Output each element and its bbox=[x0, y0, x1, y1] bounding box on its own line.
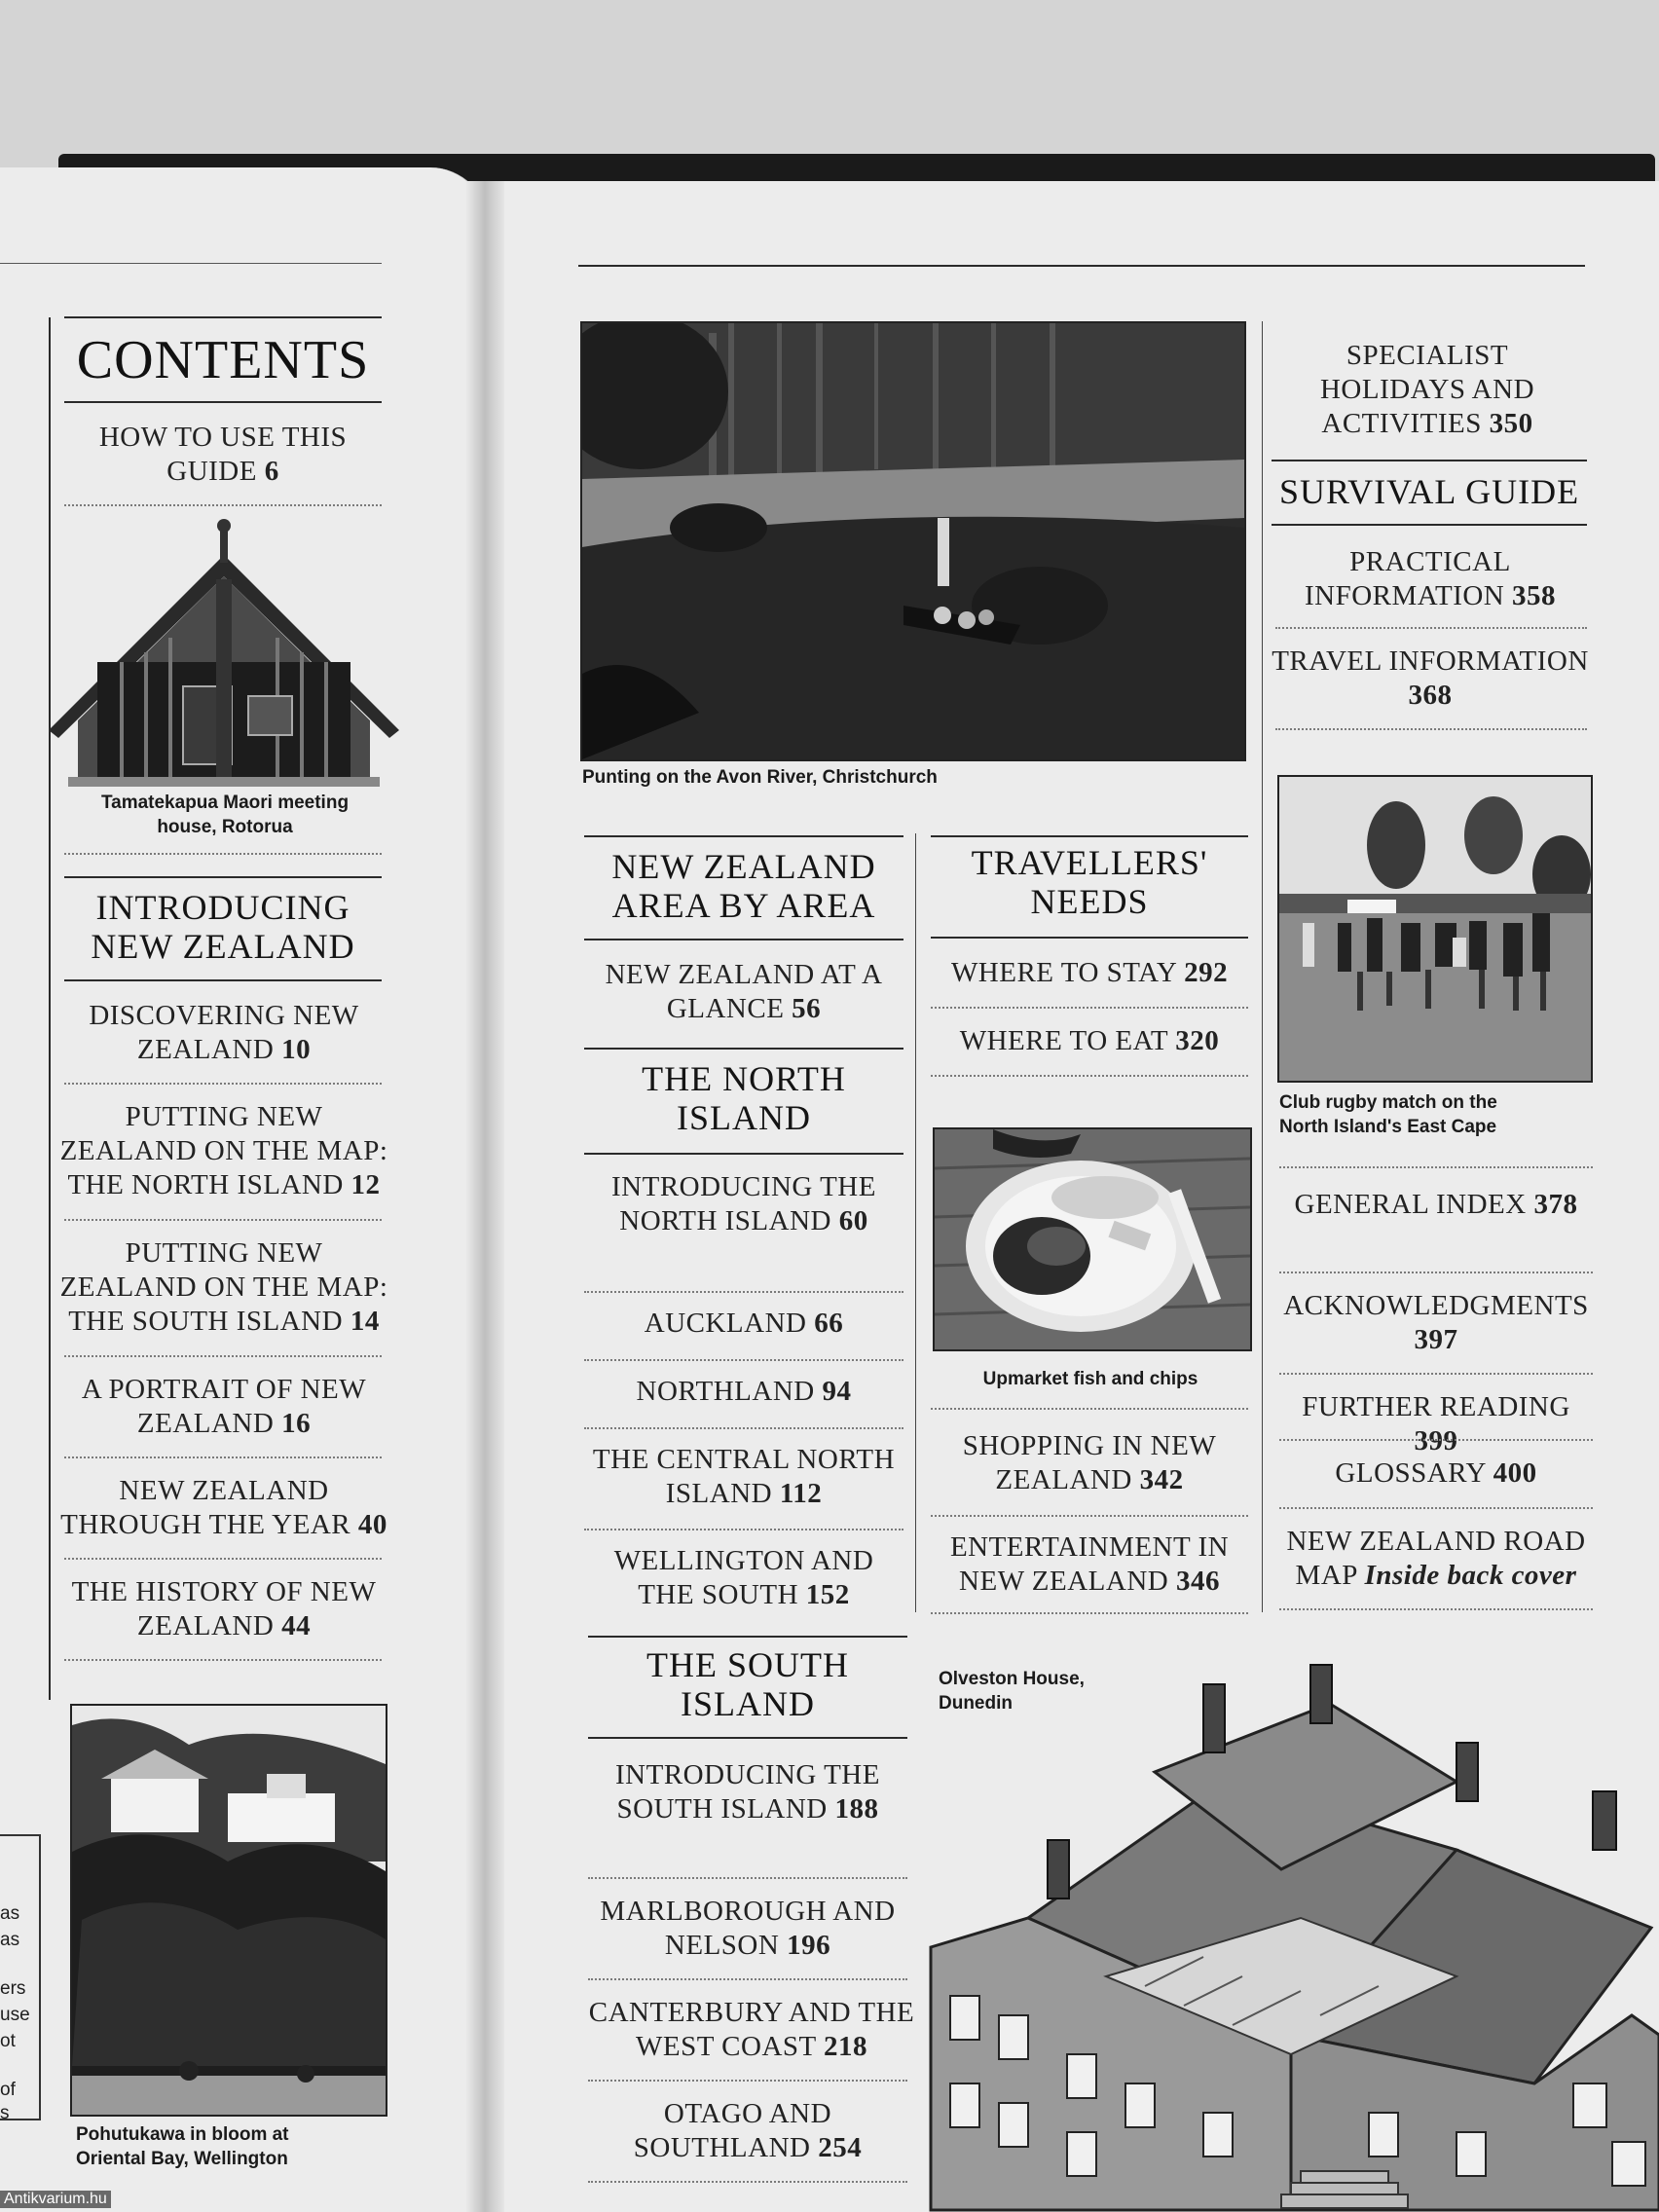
divider bbox=[64, 1558, 382, 1560]
divider bbox=[584, 1427, 903, 1429]
caption-pohutukawa: Pohutukawa in bloom at Oriental Bay, Wellington bbox=[76, 2124, 289, 2169]
divider bbox=[1279, 1507, 1593, 1509]
divider bbox=[64, 1083, 382, 1085]
toc-entry-acknowledgments[interactable]: ACKNOWLEDGMENTS 397 bbox=[1283, 1290, 1589, 1355]
section-north-island[interactable]: THE NORTH ISLAND bbox=[642, 1059, 846, 1137]
divider bbox=[1275, 627, 1587, 629]
toc-entry-road-map[interactable]: NEW ZEALAND ROAD MAP Inside back cover bbox=[1286, 1526, 1586, 1591]
toc-entry-otago-southland[interactable]: OTAGO AND SOUTHLAND 254 bbox=[633, 2098, 863, 2163]
section-rule bbox=[931, 937, 1248, 939]
toc-entry-map-north-island[interactable]: PUTTING NEW ZEALAND ON THE MAP: THE NORTH ISLAND 12 bbox=[59, 1101, 388, 1200]
section-rule bbox=[1272, 524, 1587, 526]
toc-entry-travel-information[interactable]: TRAVEL INFORMATION 368 bbox=[1272, 645, 1589, 711]
section-travellers-needs[interactable]: TRAVELLERS' NEEDS bbox=[971, 843, 1208, 921]
caption-avon-river: Punting on the Avon River, Christchurch bbox=[582, 767, 938, 788]
divider bbox=[931, 1408, 1248, 1410]
toc-entry-shopping[interactable]: SHOPPING IN NEW ZEALAND 342 bbox=[962, 1430, 1217, 1495]
divider bbox=[584, 1359, 903, 1361]
photo-pohutukawa-oriental-bay bbox=[70, 1704, 387, 2117]
contents-top-rule bbox=[64, 316, 382, 318]
section-rule bbox=[584, 1153, 903, 1155]
toc-entry-northland[interactable]: NORTHLAND 94 bbox=[636, 1376, 852, 1407]
toc-entry-glossary[interactable]: GLOSSARY 400 bbox=[1335, 1457, 1537, 1489]
divider bbox=[64, 853, 382, 855]
section-rule bbox=[588, 1737, 907, 1739]
section-rule bbox=[584, 835, 903, 837]
toc-entry-how-to-use[interactable]: HOW TO USE THIS GUIDE 6 bbox=[98, 422, 348, 487]
toc-entry-auckland[interactable]: AUCKLAND 66 bbox=[644, 1308, 844, 1339]
caption-olveston-house: Olveston House, Dunedin bbox=[939, 1669, 1085, 1714]
toc-entry-wellington[interactable]: WELLINGTON AND THE SOUTH 152 bbox=[613, 1545, 874, 1610]
divider bbox=[64, 1456, 382, 1458]
toc-entry-introducing-north-island[interactable]: INTRODUCING THE NORTH ISLAND 60 bbox=[611, 1171, 876, 1236]
divider bbox=[931, 1075, 1248, 1077]
divider bbox=[588, 1978, 907, 1980]
photo-avon-river-punting bbox=[580, 321, 1246, 761]
divider bbox=[584, 1529, 903, 1530]
divider bbox=[64, 1219, 382, 1221]
divider bbox=[64, 1659, 382, 1661]
toc-entry-where-to-eat[interactable]: WHERE TO EAT 320 bbox=[959, 1025, 1220, 1056]
divider bbox=[931, 1007, 1248, 1009]
divider bbox=[1279, 1272, 1593, 1273]
left-page-top-rule bbox=[0, 263, 382, 264]
left-edge-fragment: of bbox=[0, 2080, 16, 2100]
section-rule bbox=[931, 835, 1248, 837]
section-rule bbox=[584, 1048, 903, 1050]
section-south-island[interactable]: THE SOUTH ISLAND bbox=[646, 1645, 849, 1723]
caption-fish-and-chips: Upmarket fish and chips bbox=[982, 1369, 1198, 1389]
caption-rugby: Club rugby match on the North Island's East Cape bbox=[1279, 1092, 1497, 1137]
toc-entry-marlborough-nelson[interactable]: MARLBOROUGH AND NELSON 196 bbox=[600, 1896, 896, 1961]
maori-meeting-house-illustration bbox=[29, 516, 419, 789]
divider bbox=[588, 1877, 907, 1879]
photo-club-rugby bbox=[1277, 775, 1593, 1083]
divider bbox=[931, 1612, 1248, 1614]
toc-entry-where-to-stay[interactable]: WHERE TO STAY 292 bbox=[950, 957, 1229, 988]
section-rule bbox=[1272, 460, 1587, 461]
column-rule bbox=[1262, 321, 1263, 1612]
section-rule bbox=[64, 979, 382, 981]
left-edge-fragment: ot bbox=[0, 2031, 16, 2051]
olveston-house-illustration bbox=[911, 1626, 1659, 2212]
toc-entry-specialist-holidays[interactable]: SPECIALIST HOLIDAYS AND ACTIVITIES 350 bbox=[1319, 340, 1535, 439]
section-survival-guide[interactable]: SURVIVAL GUIDE bbox=[1278, 472, 1580, 511]
section-area-by-area[interactable]: NEW ZEALAND AREA BY AREA bbox=[611, 847, 876, 925]
toc-entry-introducing-south-island[interactable]: INTRODUCING THE SOUTH ISLAND 188 bbox=[615, 1759, 880, 1825]
contents-bottom-rule bbox=[64, 401, 382, 403]
left-edge-box bbox=[0, 1834, 41, 2120]
divider bbox=[64, 1355, 382, 1357]
right-page-top-rule bbox=[578, 265, 1585, 267]
contents-title: CONTENTS bbox=[76, 330, 370, 390]
left-edge-fragment: use bbox=[0, 2005, 30, 2025]
left-edge-fragment: as bbox=[0, 1903, 20, 1924]
toc-entry-further-reading[interactable]: FURTHER READING 399 bbox=[1302, 1391, 1570, 1456]
section-rule bbox=[64, 876, 382, 878]
divider bbox=[1279, 1166, 1593, 1168]
divider bbox=[584, 1291, 903, 1293]
left-edge-fragment: as bbox=[0, 1930, 20, 1950]
toc-entry-canterbury-west-coast[interactable]: CANTERBURY AND THE WEST COAST 218 bbox=[588, 1997, 915, 2062]
section-rule bbox=[588, 1636, 907, 1638]
divider bbox=[588, 2080, 907, 2082]
section-introducing-new-zealand[interactable]: INTRODUCING NEW ZEALAND bbox=[91, 888, 355, 966]
left-edge-fragment: s bbox=[0, 2103, 10, 2123]
gutter-shadow bbox=[465, 181, 504, 2212]
divider bbox=[64, 504, 382, 506]
divider bbox=[931, 1515, 1248, 1517]
toc-entry-through-the-year[interactable]: NEW ZEALAND THROUGH THE YEAR 40 bbox=[60, 1475, 387, 1540]
toc-entry-portrait-of-new-zealand[interactable]: A PORTRAIT OF NEW ZEALAND 16 bbox=[81, 1374, 367, 1439]
toc-entry-discovering-new-zealand[interactable]: DISCOVERING NEW ZEALAND 10 bbox=[89, 1000, 359, 1065]
caption-maori-house: Tamatekapua Maori meeting house, Rotorua bbox=[100, 793, 350, 837]
divider bbox=[1279, 1439, 1593, 1441]
divider bbox=[1275, 728, 1587, 730]
toc-entry-at-a-glance[interactable]: NEW ZEALAND AT A GLANCE 56 bbox=[605, 959, 883, 1024]
toc-entry-map-south-island[interactable]: PUTTING NEW ZEALAND ON THE MAP: THE SOUTH ISLAND 14 bbox=[59, 1237, 388, 1337]
toc-entry-history-of-new-zealand[interactable]: THE HISTORY OF NEW ZEALAND 44 bbox=[71, 1576, 377, 1641]
section-rule bbox=[584, 939, 903, 940]
divider bbox=[1279, 1373, 1593, 1375]
divider bbox=[1279, 1608, 1593, 1610]
toc-entry-entertainment[interactable]: ENTERTAINMENT IN NEW ZEALAND 346 bbox=[949, 1531, 1230, 1597]
toc-entry-general-index[interactable]: GENERAL INDEX 378 bbox=[1294, 1189, 1578, 1220]
toc-entry-central-north-island[interactable]: THE CENTRAL NORTH ISLAND 112 bbox=[592, 1444, 896, 1509]
column-rule bbox=[915, 833, 916, 1612]
photo-fish-and-chips bbox=[933, 1127, 1252, 1351]
watermark: Antikvarium.hu bbox=[0, 2191, 111, 2208]
left-edge-fragment: ers bbox=[0, 1978, 26, 1999]
toc-entry-practical-information[interactable]: PRACTICAL INFORMATION 358 bbox=[1304, 546, 1557, 611]
divider bbox=[588, 2181, 907, 2183]
